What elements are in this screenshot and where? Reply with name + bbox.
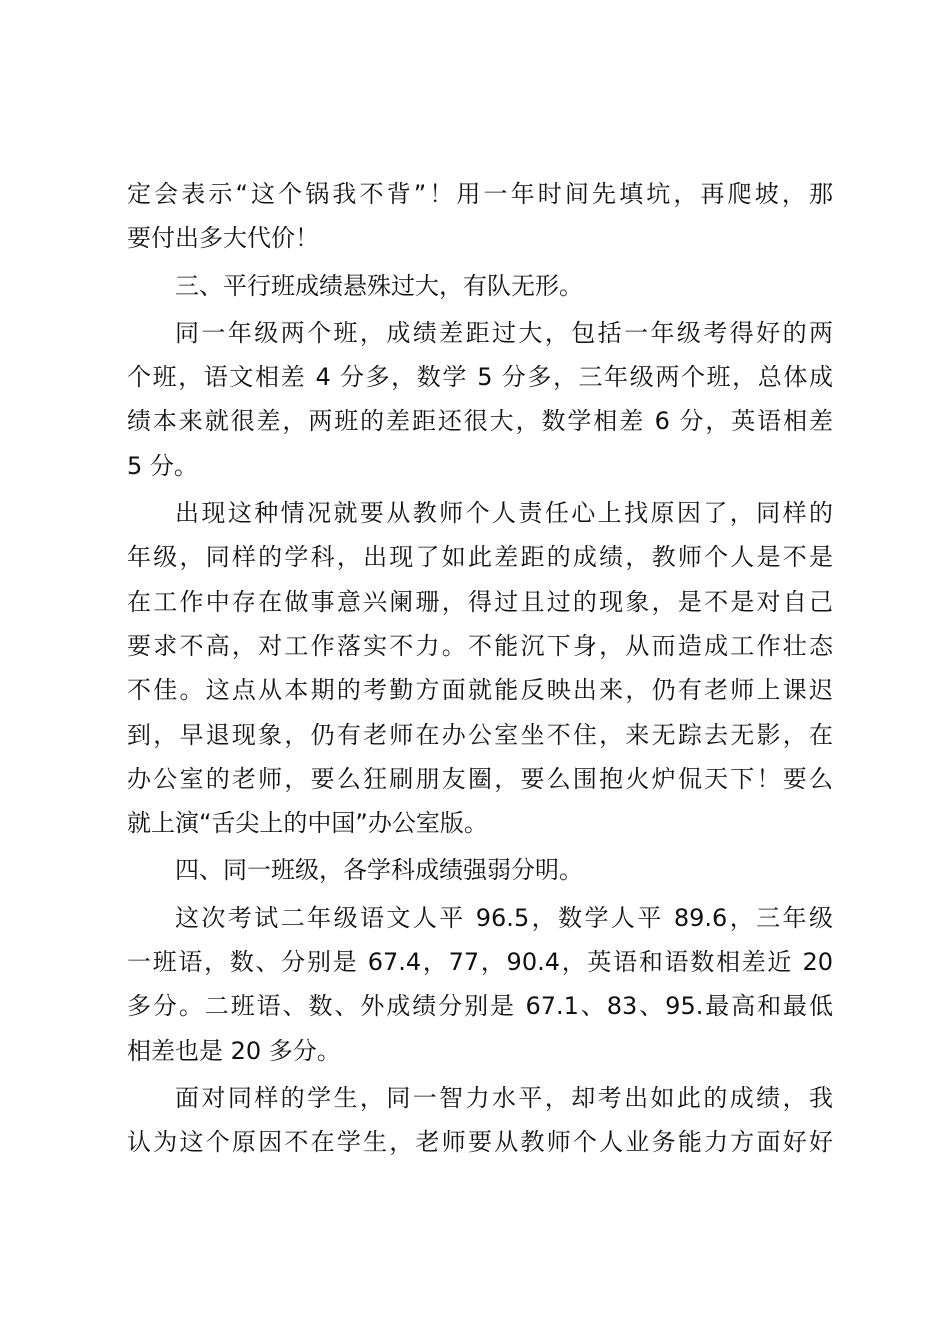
text-line: 5 分。	[127, 451, 198, 480]
text-line: 年级，同样的学科，出现了如此差距的成绩，教师个人是不是	[127, 543, 833, 572]
text-line: 这次考试二年级语文人平 96.5，数学人平 89.6，三年级	[175, 903, 833, 932]
section-heading	[127, 264, 833, 308]
text-line: 一班语，数、分别是 67.4，77，90.4，英语和语数相差近 20	[127, 948, 833, 977]
text-line: 在工作中存在做事意兴阑珊，得过且过的现象，是不是对自己	[127, 587, 833, 616]
text-line: 同一年级两个班，成绩差距过大，包括一年级考得好的两	[175, 318, 833, 347]
document-body	[127, 172, 833, 1165]
text-line: 到，早退现象，仍有老师在办公室坐不住，来无踪去无影，在	[127, 720, 833, 749]
text-line: 认为这个原因不在学生，老师要从教师个人业务能力方面好好	[127, 1128, 833, 1157]
text-line: 要付出多大代价！	[127, 224, 319, 253]
paragraph	[127, 1076, 833, 1165]
text-line: 相差也是 20 多分。	[127, 1036, 341, 1065]
text-line: 定会表示“这个锅我不背”！用一年时间先填坑，再爬坡，那	[127, 180, 833, 208]
text-line: 面对同样的学生，同一智力水平，却考出如此的成绩，我	[175, 1083, 833, 1112]
paragraph	[127, 172, 833, 261]
heading-line: 四、同一班级，各学科成绩强弱分明。	[175, 856, 583, 885]
text-line: 出现这种情况就要从教师个人责任心上找原因了，同样的	[175, 499, 833, 528]
text-line: 不佳。这点从本期的考勤方面就能反映出来，仍有老师上课迟	[127, 676, 833, 705]
text-line: 个班，语文相差 4 分多，数学 5 分多，三年级两个班，总体成	[127, 363, 833, 392]
paragraph	[127, 896, 833, 1073]
text-line: 就上演“舌尖上的中国”办公室版。	[127, 809, 488, 838]
paragraph	[127, 491, 833, 845]
text-line: 要求不高，对工作落实不力。不能沉下身，从而造成工作壮态	[127, 631, 833, 660]
section-heading	[127, 848, 833, 892]
text-line: 多分。二班语、数、外成绩分别是 67.1、83、95.最高和最低	[127, 992, 833, 1021]
paragraph	[127, 311, 833, 488]
text-line: 办公室的老师，要么狂刷朋友圈，要么围抱火炉侃天下！要么	[127, 764, 833, 793]
text-line: 绩本来就很差，两班的差距还很大，数学相差 6 分，英语相差	[127, 407, 833, 436]
heading-line: 三、平行班成绩悬殊过大，有队无形。	[175, 271, 583, 300]
